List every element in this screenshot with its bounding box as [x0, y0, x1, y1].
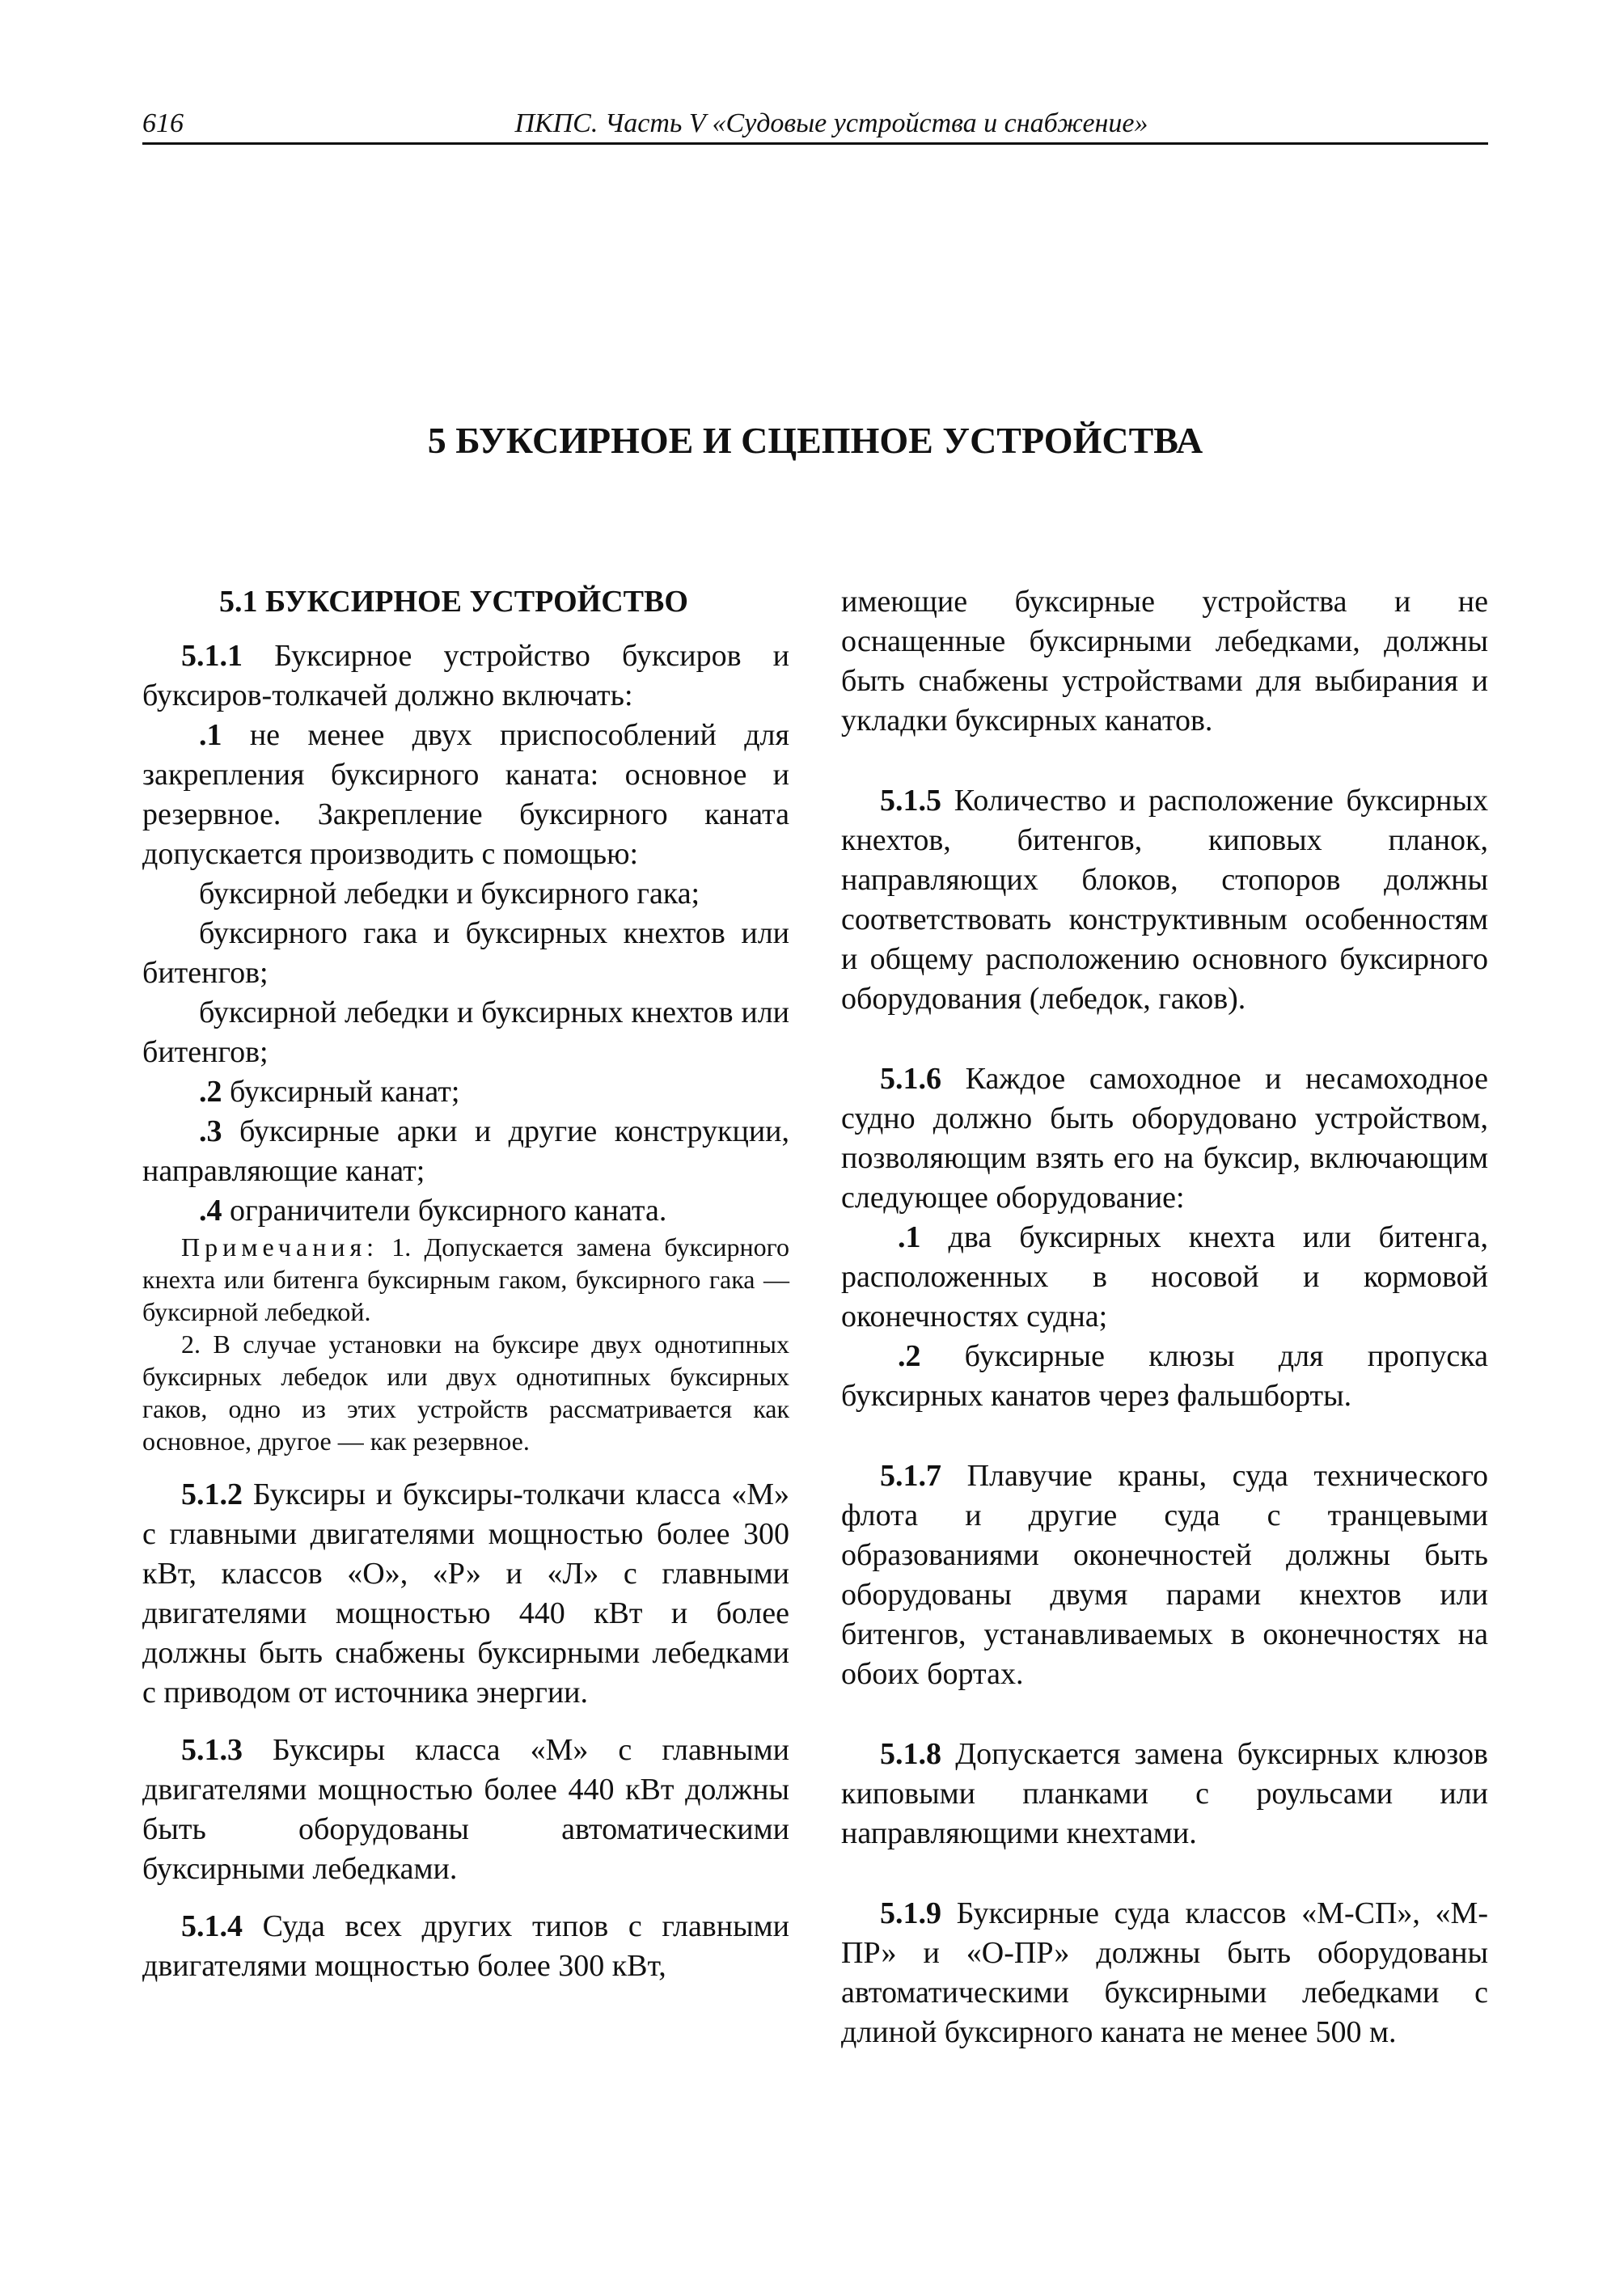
item-text: буксирные арки и другие конструкции, направляющие канат;: [142, 1114, 789, 1188]
item-number: .1: [898, 1220, 921, 1254]
clause-number: 5.1.4: [181, 1909, 243, 1943]
paragraph-5-1-7: [841, 1456, 1488, 1694]
note-1: [142, 1231, 789, 1328]
list-item-3: [142, 1112, 789, 1191]
clause-number: 5.1.6: [880, 1062, 941, 1096]
list-item-2: [841, 1337, 1488, 1416]
clause-number: 5.1.3: [181, 1733, 243, 1767]
list-item-1: [142, 716, 789, 874]
paragraph-5-1-9: [841, 1894, 1488, 2052]
item-number: .4: [199, 1194, 222, 1228]
list-item-4: [142, 1191, 789, 1231]
option-3: буксирной лебедки и буксирных кнехтов или битенгов;: [142, 995, 789, 1069]
item-text: не менее двух приспособлений для закрепления буксирного каната: основное и резервное. Закрепление буксирного каната допускается производить с помощью:: [142, 718, 789, 871]
note-label: Примечания:: [181, 1232, 379, 1262]
paragraph-5-1-4: [142, 1907, 789, 1986]
clause-text: Суда всех других типов с главными двигателями мощностью более 300 кВт,: [142, 1909, 789, 1983]
paragraph-5-1-2: [142, 1475, 789, 1713]
paragraph-5-1-3: [142, 1731, 789, 1889]
running-header: [142, 105, 1488, 145]
list-item-2: [142, 1072, 789, 1112]
paragraph-5-1-4-continued: имеющие буксирные устройства и не оснащенные буксирными лебедками, должны быть снабжены устройствами для выбирания и укладки буксирных канатов.: [841, 585, 1488, 738]
paragraph-5-1-8: [841, 1735, 1488, 1854]
clause-text: Буксиры и буксиры-толкачи класса «М» с главными двигателями мощностью более 300 кВт, классов «О», «Р» и «Л» с главными двигателями мощностью 440 кВт и более должны быть снабжены буксирными лебедками с приводом от источника энергии.: [142, 1477, 789, 1710]
paragraph-5-1-6: [841, 1059, 1488, 1218]
clause-text: Буксиры класса «М» с главными двигателями мощностью более 440 кВт должны быть оборудованы автоматическими буксирными лебедками.: [142, 1733, 789, 1886]
item-number: .2: [199, 1075, 222, 1109]
clause-text: Плавучие краны, суда технического флота и другие суда с транцевыми образованиями оконечностей должны быть оборудованы двумя парами кнехтов или битенгов, устанавливаемых в оконечностях на обоих бортах.: [841, 1459, 1488, 1691]
item-number: .2: [898, 1339, 921, 1373]
clause-text: Количество и расположение буксирных кнехтов, битенгов, киповых планок, направляющих блоков, стопоров должны соответствовать конструктивным особенностям и общему расположению основного буксирного оборудования (лебедок, гаков).: [841, 784, 1488, 1016]
paragraph-5-1-5: [841, 781, 1488, 1019]
item-number: .3: [199, 1114, 222, 1148]
clause-number: 5.1.2: [181, 1477, 243, 1511]
clause-text: Буксирные суда классов «М-СП», «М-ПР» и «О-ПР» должны быть оборудованы автоматическими буксирными лебедками с длиной буксирного каната не менее 500 м.: [841, 1896, 1488, 2049]
right-column: [841, 582, 1488, 2052]
option-2: буксирного гака и буксирных кнехтов или битенгов;: [142, 916, 789, 990]
item-text: буксирный канат;: [222, 1075, 460, 1109]
clause-number: 5.1.8: [880, 1737, 941, 1771]
item-number: .1: [199, 718, 222, 752]
clause-number: 5.1.1: [181, 639, 243, 673]
page-number: 616: [142, 108, 184, 138]
clause-number: 5.1.9: [880, 1896, 941, 1930]
clause-text: Буксирное устройство буксиров и буксиров-толкачей должно включать:: [142, 639, 789, 712]
note-text: 1. Допускается замена буксирного кнехта или битенга буксирным гаком, буксирного гака — буксирной лебедкой.: [142, 1232, 789, 1326]
paragraph-5-1-1: [142, 636, 789, 716]
left-column: [142, 582, 789, 1986]
section-title: 5.1 БУКСИРНОЕ УСТРОЙСТВО: [219, 585, 688, 619]
option-1: буксирной лебедки и буксирного гака;: [199, 877, 700, 911]
note-2: 2. В случае установки на буксире двух однотипных буксирных лебедок или двух однотипных буксирных гаков, одно из этих устройств рассматривается как основное, другое — как резервное.: [142, 1329, 789, 1456]
list-item-1: [841, 1218, 1488, 1337]
header-title: ПКПС. Часть V «Судовые устройства и снабжение»: [514, 108, 1148, 138]
clause-text: Каждое самоходное и несамоходное судно должно быть оборудовано устройством, позволяющим взять его на буксир, включающим следующее оборудование:: [841, 1062, 1488, 1215]
chapter-title: 5 БУКСИРНОЕ И СЦЕПНОЕ УСТРОЙСТВА: [427, 420, 1203, 461]
item-text: два буксирных кнехта или битенга, расположенных в носовой и кормовой оконечностях судна;: [841, 1220, 1488, 1334]
clause-number: 5.1.7: [880, 1459, 941, 1493]
clause-text: Допускается замена буксирных клюзов киповыми планками с роульсами или направляющими кнехтами.: [841, 1737, 1488, 1850]
item-text: буксирные клюзы для пропуска буксирных канатов через фальшборты.: [841, 1339, 1488, 1413]
item-text: ограничители буксирного каната.: [222, 1194, 667, 1228]
clause-number: 5.1.5: [880, 784, 941, 818]
